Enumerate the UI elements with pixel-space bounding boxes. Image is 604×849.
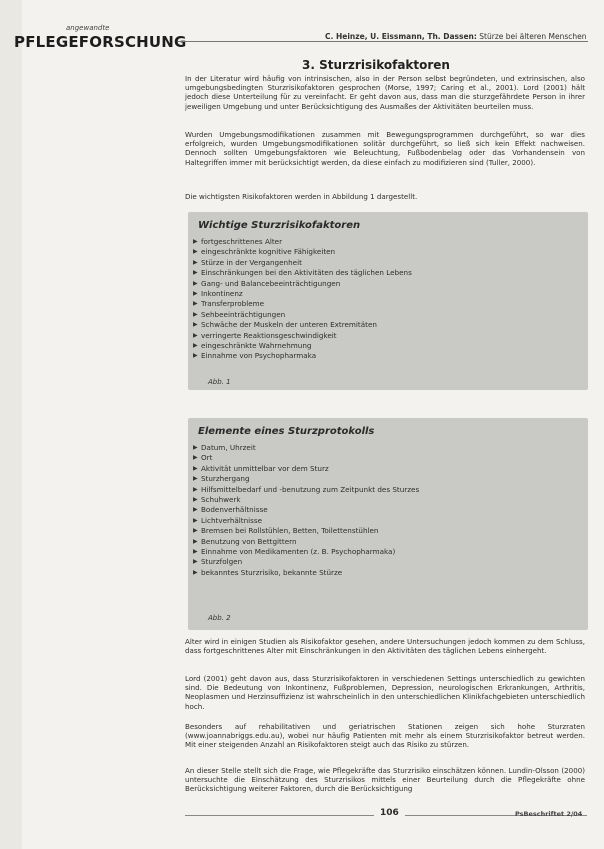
bullet-icon: ▶ [193,331,198,339]
bullet-icon: ▶ [193,558,198,566]
running-head-title: Stürze bei älteren Menschen [479,32,587,41]
list-item [193,310,573,320]
list-item-text: Einnahme von Psychopharmaka [201,351,317,361]
bullet-icon: ▶ [193,352,198,360]
running-head [325,32,587,41]
list-item-text: Einschränkungen bei den Aktivitäten des täglichen Lebens [201,268,412,278]
body-paragraph: Besonders auf rehabilitativen und geriatrischen Stationen zeigen sich hohe Sturzraten (www.joannabriggs.edu.au), wobei nur häufig Patienten mit mehr als einem Sturzrisikofaktor betreut werden. Mit einer steigenden Anzahl an Risikofaktoren steigt auch das Risiko zu stürzen. [185,722,585,750]
header-rule [178,41,588,42]
bullet-icon: ▶ [193,258,198,266]
bullet-icon: ▶ [193,464,198,472]
list-item [193,331,573,341]
bullet-icon: ▶ [193,238,198,245]
list-item-text: Bremsen bei Rollstühlen, Betten, Toilettenstühlen [201,526,379,536]
list-item [193,299,573,309]
bullet-icon: ▶ [193,300,198,308]
list-item-text: Inkontinenz [201,289,243,299]
list-item [193,485,573,495]
list-item [193,443,573,453]
list-item [193,537,573,547]
bullet-icon: ▶ [193,516,198,524]
bullet-icon: ▶ [193,475,198,483]
list-item [193,557,573,567]
list-item-text: verringerte Reaktionsgeschwindigkeit [201,330,337,340]
list-item [193,247,573,257]
list-item-text: eingeschränkte kognitive Fähigkeiten [201,247,336,257]
figure-caption: Abb. 2 [208,614,231,622]
list-item-text: Transferprobleme [201,299,265,309]
list-item [193,495,573,505]
bullet-icon: ▶ [193,269,198,277]
bullet-icon: ▶ [193,279,198,287]
list-item [193,464,573,474]
bullet-icon: ▶ [193,290,198,298]
body-paragraph: Alter wird in einigen Studien als Risikofaktor gesehen, andere Untersuchungen jedoch kommen zu dem Schluss, dass fortgeschrittenes Alter mit Einschränkungen in den Aktivitäten des täglichen Lebens einhergeht. [185,637,585,656]
list-item [193,320,573,330]
bullet-icon: ▶ [193,527,198,535]
list-item-text: Schwäche der Muskeln der unteren Extremitäten [201,320,377,330]
list-item-text: Hilfsmittelbedarf und -benutzung zum Zeitpunkt des Sturzes [201,484,420,494]
list-item [193,516,573,526]
figure-list [193,443,573,578]
logo-main-text: PFLEGEFORSCHUNG [14,33,187,51]
body-paragraph: In der Literatur wird häufig von intrinsischen, also in der Person selbst begründeten, und extrinsischen, also umgebungsbedingten Sturzrisikofaktoren gesprochen (Morse, 1997; Caring et al., 2001). Lord (2001) hält jedoch diese Unterteilung für zu vereinfacht. Er geht davon aus, dass man die sturzgefährdete Person in ihrer jeweiligen Umgebung und unter Berücksichtigung des Ausmaßes der Aktivitäten beurteilen muss. [185,74,585,111]
journal-logo [14,24,187,51]
bullet-icon: ▶ [193,454,198,462]
list-item [193,279,573,289]
list-item-text: Bodenverhältnisse [201,505,268,515]
list-item [193,351,573,361]
bullet-icon: ▶ [193,548,198,556]
bullet-icon: ▶ [193,248,198,256]
list-item [193,505,573,515]
list-item [193,258,573,268]
bullet-icon: ▶ [193,310,198,318]
list-item-text: bekanntes Sturzrisiko, bekannte Stürze [201,567,343,577]
list-item-text: Stürze in der Vergangenheit [201,257,302,267]
list-item-text: Aktivität unmittelbar vor dem Sturz [201,463,329,473]
bullet-icon: ▶ [193,444,198,451]
logo-super-text: angewandte [66,24,110,32]
list-item [193,568,573,578]
list-item [193,526,573,536]
list-item-text: Lichtverhältnisse [201,515,263,525]
list-item-text: Sturzhergang [201,474,250,484]
list-item [193,341,573,351]
bullet-icon: ▶ [193,537,198,545]
list-item-text: Datum, Uhrzeit [201,443,256,452]
list-item-text: fortgeschrittenes Alter [201,237,283,246]
bullet-icon: ▶ [193,321,198,329]
bullet-icon: ▶ [193,342,198,350]
page-gutter [0,0,22,849]
list-item-text: Ort [201,453,213,463]
bullet-icon: ▶ [193,506,198,514]
figure-fall-protocol [188,418,588,630]
figure-risk-factors [188,212,588,390]
list-item [193,268,573,278]
figure-title: Wichtige Sturzrisikofaktoren [198,220,361,231]
list-item-text: eingeschränkte Wahrnehmung [201,341,312,351]
list-item [193,453,573,463]
body-paragraph: Wurden Umgebungsmodifikationen zusammen mit Bewegungsprogrammen durchgeführt, so war dies erfolgreich, wurden Umgebungsmodifikationen solitär durchgeführt, so ließ sich kein Effekt nachweisen. Dennoch sollten Umgebungsfaktoren wie Beleuchtung, Fußbodenbelag oder das Vorhandensein von Haltegriffen immer mit berücksichtigt werden, da diese einfach zu modifizieren sind (Tuller, 2000). [185,130,585,167]
body-paragraph: Die wichtigsten Risikofaktoren werden in Abbildung 1 dargestellt. [185,192,418,201]
list-item [193,289,573,299]
list-item-text: Einnahme von Medikamenten (z. B. Psychopharmaka) [201,547,396,557]
figure-title: Elemente eines Sturzprotokolls [198,426,375,437]
list-item-text: Sturzfolgen [201,557,243,567]
list-item-text: Sehbeeinträchtigungen [201,309,286,319]
list-item [193,237,573,247]
list-item-text: Schuhwerk [201,495,241,505]
figure-list [193,237,573,362]
bullet-icon: ▶ [193,485,198,493]
body-paragraph: An dieser Stelle stellt sich die Frage, wie Pflegekräfte das Sturzrisiko einschätzen können. Lundin-Olsson (2000) untersuchte die Einschätzung des Sturzrisikos mittels einer Beurteilung durch die Pflegekräfte ohne Berücksichtigung weiterer Faktoren, durch die Berücksichtigung [185,766,585,794]
bullet-icon: ▶ [193,568,198,576]
list-item [193,474,573,484]
page-number: 106 [374,808,405,818]
list-item-text: Gang- und Balancebeeinträchtigungen [201,278,341,288]
running-head-authors: C. Heinze, U. Eissmann, Th. Dassen: [325,32,477,41]
section-title: 3. Sturzrisikofaktoren [302,58,450,72]
list-item-text: Benutzung von Bettgittern [201,536,297,546]
body-paragraph: Lord (2001) geht davon aus, dass Sturzrisikofaktoren in verschiedenen Settings unterschiedlich zu gewichten sind. Die Bedeutung von Inkontinenz, Fußproblemen, Depression, neurologischen Erkrankungen, Arthritis, Neoplasmen und Herzinsuffizienz ist wahrscheinlich in den unterschiedlichen Klinikfachgebieten unterschiedlich hoch. [185,674,585,711]
list-item [193,547,573,557]
bullet-icon: ▶ [193,496,198,504]
footer-journal: PsBeschriftet 2/04 [515,810,583,818]
figure-caption: Abb. 1 [208,378,231,386]
